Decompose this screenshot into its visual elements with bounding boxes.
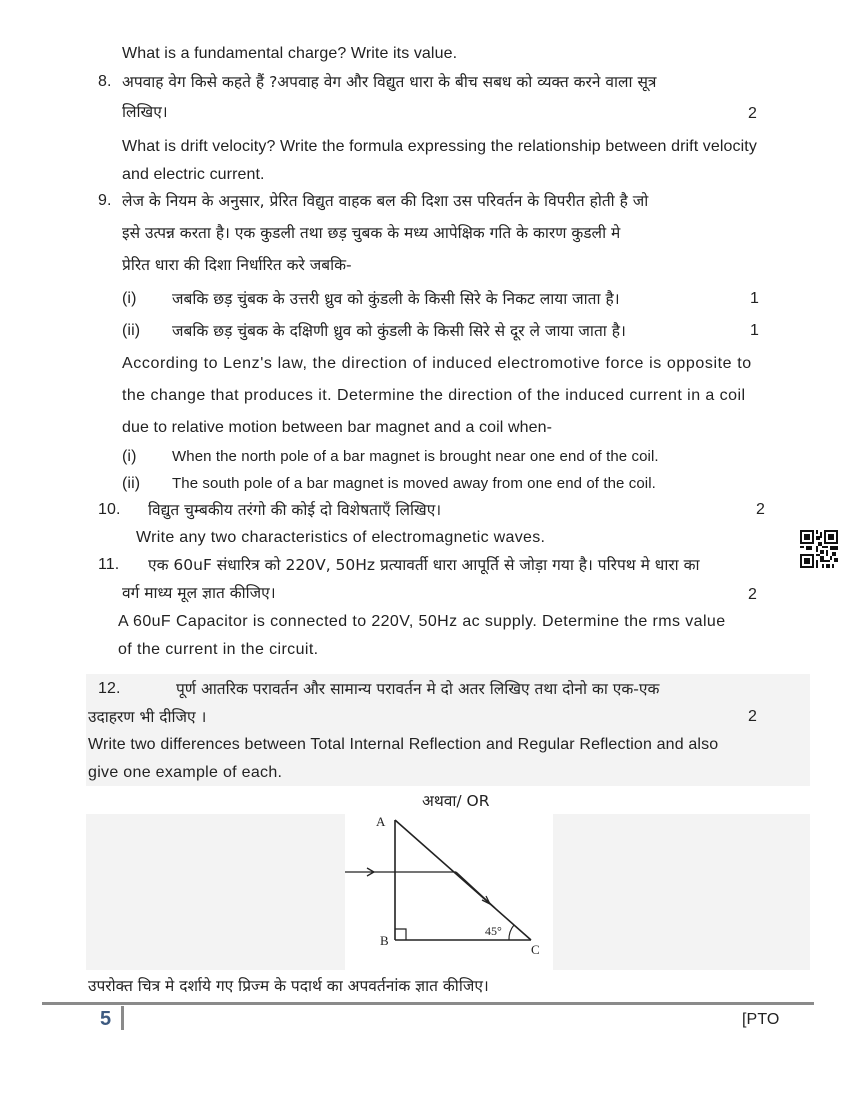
q8-hindi-line1: अपवाह वेग किसे कहते हैं ?अपवाह वेग और विद्युत धारा के बीच सबध को व्यक्त करने वाला सूत्र <box>122 73 657 91</box>
q9-hindi-line3: प्रेरित धारा की दिशा निर्धारित करे जबकि- <box>122 256 352 274</box>
angle-label: 45° <box>485 924 502 938</box>
q9-english-sub-ii: The south pole of a bar magnet is moved away from one end of the coil. <box>172 475 656 492</box>
q8-english-line2: and electric current. <box>122 166 265 183</box>
q12-english-line1: Write two differences between Total Internal Reflection and Regular Reflection and also <box>88 736 719 753</box>
q9-hindi-line2: इसे उत्पन्न करता है। एक कुडली तथा छड़ चुबक के मध्य आपेक्षिक गति के कारण कुडली मे <box>122 224 621 242</box>
q8-marks: 2 <box>748 105 757 122</box>
q8-english-line1: What is drift velocity? Write the formula expressing the relationship between drift velocity <box>122 138 757 155</box>
q9-hindi-sub-i: जबकि छड़ चुंबक के उत्तरी ध्रुव को कुंडली के किसी सिरे के निकट लाया जाता है। <box>172 290 620 308</box>
q9-sub-i-marks: 1 <box>750 290 759 307</box>
page-number: 5 <box>100 1008 112 1030</box>
q8-number: 8. <box>98 73 112 90</box>
q12-english-line2: give one example of each. <box>88 764 283 781</box>
vertex-a-label: A <box>376 814 386 829</box>
q7-english: What is a fundamental charge? Write its value. <box>122 45 458 62</box>
q12-number: 12. <box>98 680 121 697</box>
q10-marks: 2 <box>756 501 765 518</box>
footer-divider <box>42 1002 814 1005</box>
q9-number: 9. <box>98 192 112 209</box>
q9-english-sub-ii-label: (ii) <box>122 475 141 492</box>
prism-diagram <box>345 812 553 970</box>
q11-english-line1: A 60uF Capacitor is connected to 220V, 50Hz ac supply. Determine the rms value <box>118 613 726 630</box>
q9-english-line2: the change that produces it. Determine the direction of the induced current in a coil <box>122 387 746 404</box>
q11-number: 11. <box>98 556 120 573</box>
q12-hindi-line1: पूर्ण आतरिक परावर्तन और सामान्य परावर्तन मे दो अतर लिखिए तथा दोनो का एक-एक <box>176 680 660 698</box>
q9-english-line1: According to Lenz's law, the direction of induced electromotive force is opposite to <box>122 355 752 372</box>
q9-hindi-sub-i-label: (i) <box>122 290 137 307</box>
q9-english-line3: due to relative motion between bar magnet and a coil when- <box>122 419 553 436</box>
vertex-b-label: B <box>380 933 389 948</box>
q9-sub-ii-marks: 1 <box>750 322 759 339</box>
q9-hindi-sub-ii-label: (ii) <box>122 322 141 339</box>
or-label: अथवा/ OR <box>422 792 490 810</box>
vertex-c-label: C <box>531 942 540 957</box>
q11-hindi-line2: वर्ग माध्य मूल ज्ञात कीजिए। <box>122 584 276 602</box>
q9-english-sub-i: When the north pole of a bar magnet is brought near one end of the coil. <box>172 448 659 465</box>
q9-english-sub-i-label: (i) <box>122 448 137 465</box>
q11-hindi-line1: एक 60uF संधारित्र को 220V, 50Hz प्रत्यावर्ती धारा आपूर्ति से जोड़ा गया है। परिपथ मे धारा का <box>148 556 700 574</box>
q12-hindi-after-figure: उपरोक्त चित्र मे दर्शाये गए प्रिज्म के पदार्थ का अपवर्तनांक ज्ञात कीजिए। <box>88 977 489 995</box>
q11-marks: 2 <box>748 586 757 603</box>
qr-code-icon <box>800 530 838 568</box>
q12-marks: 2 <box>748 708 757 725</box>
page-number-bar <box>121 1006 124 1030</box>
q10-number: 10. <box>98 501 121 518</box>
q11-english-line2: of the current in the circuit. <box>118 641 319 658</box>
q9-hindi-line1: लेज के नियम के अनुसार, प्रेरित विद्युत वाहक बल की दिशा उस परिवर्तन के विपरीत होती है जो <box>122 192 649 210</box>
q9-hindi-sub-ii: जबकि छड़ चुंबक के दक्षिणी ध्रुव को कुंडली के किसी सिरे से दूर ले जाया जाता है। <box>172 322 626 340</box>
q10-hindi: विद्युत चुम्बकीय तरंगो की कोई दो विशेषताएँ लिखिए। <box>148 501 442 519</box>
q8-hindi-line2: लिखिए। <box>122 103 168 121</box>
q12-hindi-line2: उदाहरण भी दीजिए । <box>88 708 207 726</box>
q10-english: Write any two characteristics of electromagnetic waves. <box>136 529 546 546</box>
pto-label: [PTO <box>742 1011 780 1028</box>
